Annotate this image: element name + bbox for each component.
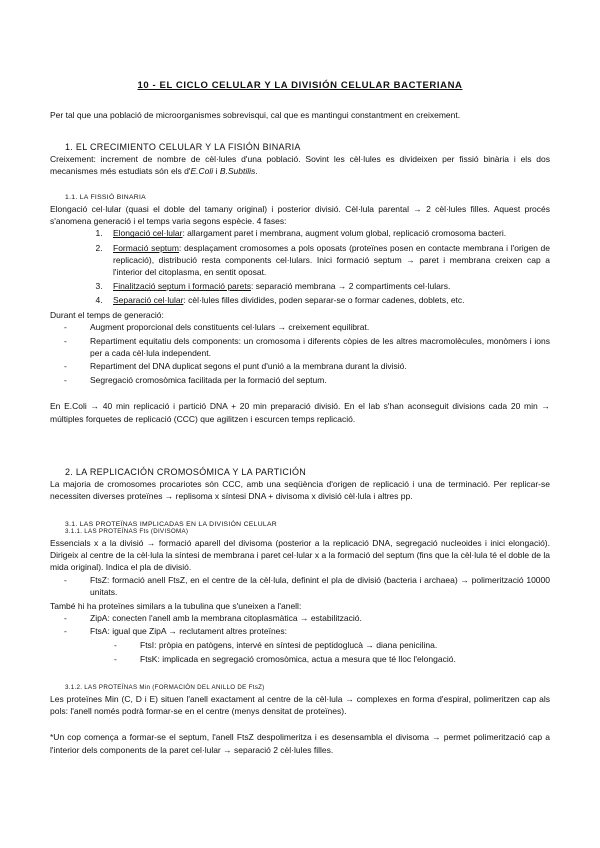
- list-item: 4. Separació cel·lular: cèl·lules filles dividides, poden separar-se o formar cadenes, doblets, etc.: [105, 294, 550, 306]
- section-1: [50, 142, 550, 177]
- document-title: 10 - EL CICLO CELULAR Y LA DIVISIÓN CELULAR BACTERIANA: [137, 80, 463, 91]
- section-3-1: [50, 521, 550, 667]
- section-2-heading: 2. LA REPLICACIÓN CROMOSÓMICA Y LA PARTICIÓN: [65, 467, 307, 477]
- section-1-paragraph: Creixement: increment de nombre de cèl·lules d'una població. Sovint les cèl·lules es divideixen per fissió binària i els dos mecanismes més estudiats són els d'E.Coli i B.Subtilis.: [50, 154, 550, 177]
- list-item: - ZipA: conecten l'anell amb la membrana citoplasmàtica → estabilització.: [50, 612, 550, 624]
- fission-phases-list: [50, 227, 550, 306]
- section-3-1-2-heading: 3.1.2. LAS PROTEÏNAS Min (FORMACIÓN DEL ANILLO DE FtsZ): [65, 684, 265, 691]
- section-3-1-heading: 3.1. LAS PROTEÏNAS IMPLICADAS EN LA DIVISIÓN CELULAR: [65, 521, 278, 528]
- ring-proteins-list: [50, 612, 550, 638]
- intro-paragraph: Per tal que una població de microorganismes sobrevisqui, cal que es mantingui constantment en creixement.: [50, 110, 461, 120]
- section-1-1-heading: 1.1. LA FISSIÓ BINARIA: [65, 194, 147, 201]
- generation-list: [50, 321, 550, 387]
- fission-paragraph: Elongació cel·lular (quasi el doble del tamany original) i posterior divisió. Cèl·lula parental → 2 cèl·lules filles. Aquest procés s'anomena generació i el temps varia segons espècie. 4 fases:: [50, 204, 550, 227]
- min-proteins-paragraph: Les proteïnes Min (C, D i E) situen l'anell exactament al centre de la cèl·lula → complexes en forma d'espiral, polimeritzen cap als pols: l'anell només podrà formar-se en el centre (menys densitat de proteïnes).: [50, 694, 550, 717]
- section-2-paragraph: La majoria de cromosomes procariotes són CCC, amb una seqüència d'origen de replicació i una de terminació. Per replicar-se necessiten diverses proteïnes → replisoma x síntesi DNA + divisoma x divisió cèl·lula i altres pp.: [50, 479, 550, 502]
- tubulin-label: També hi ha proteïnes similars a la tubulina que s'uneixen a l'anell:: [50, 600, 302, 611]
- organism-ecoli: E.Coli: [190, 166, 214, 177]
- list-item: 1. Elongació cel·lular: allargament paret i membrana, augment volum global, replicació cromosoma bacteri.: [105, 227, 550, 239]
- list-item: - Repartiment equitatiu dels components: un cromosoma i diferents còpies de les altres macromolècules, monòmers i ions per a cada cèl·lula independent.: [50, 335, 550, 359]
- list-item: - FtsK: implicada en segregació cromosòmica, actua a mesura que té lloc l'elongació.: [50, 653, 550, 665]
- section-1-1: [50, 194, 550, 425]
- section-2: [50, 467, 550, 502]
- section-3-1-2: [50, 684, 550, 756]
- ftsz-list: [50, 574, 550, 598]
- list-item: 3. Finalització septum i formació parets: separació membrana → 2 compartiments cel·lulars.: [105, 280, 550, 292]
- list-item: - FtsA: igual que ZipA → reclutament altres proteïnes:: [50, 625, 550, 637]
- list-item: 2. Formació septum: desplaçament cromosomes a pols oposats (proteïnes posen en contacte membrana i l'origen de replicació), distribució resta components cel·lulars. Inici formació septum → paret i membrana creixen cap a l'interior del citoplasma, en sentit oposat.: [105, 242, 550, 279]
- list-item: - Segregació cromosòmica facilitada per la formació del septum.: [50, 374, 550, 386]
- divisome-paragraph: Essencials x a la divisió → formació aparell del divisoma (posterior a la replicació DNA, segregació nucleoides i inici elongació). Dirigeix al centre de la cèl·lula la síntesi de membrana i paret cel·lular x a la formació del septum (fins que la cèl·lula té el doble de la mida original). Indica el pla de divisió.: [50, 538, 550, 573]
- septum-note-paragraph: *Un cop comença a formar-se el septum, l'anell FtsZ despolimeritza i es desensambla el divisoma → permet polimerització cap a l'interior dels components de la paret cel·lular → separació 2 cèl·lules filles.: [50, 732, 550, 755]
- section-1-heading: 1. EL CRECIMIENTO CELULAR Y LA FISIÓN BINARIA: [65, 142, 301, 152]
- fts-subproteins-list: [50, 639, 550, 665]
- list-item: - Augment proporcional dels constituents cel·lulars → creixement equilibrat.: [50, 321, 550, 333]
- ecoli-paragraph: En E.Coli → 40 min replicació i partició DNA + 20 min preparació divisió. En el lab s'han aconseguit divisions cada 20 min → múltiples forquetes de replicació (CCC) que agilitzen i escurcen temps replicació.: [50, 401, 550, 424]
- list-item: - FtsZ: formació anell FtsZ, en el centre de la cèl·lula, definint el pla de divisió (bacteria i archaea) → polimerització 10000 unitats.: [50, 574, 550, 598]
- list-item: - Repartiment del DNA duplicat segons el punt d'unió a la membrana durant la divisió.: [50, 360, 550, 372]
- section-3-1-1-heading: 3.1.1. LAS PROTEÏNAS Fts (DIVISOMA): [65, 528, 189, 535]
- organism-bsubtilis: B.Subtilis: [219, 166, 256, 177]
- generation-label: Durant el temps de generació:: [50, 309, 164, 320]
- list-item: - FtsI: pròpia en patògens, intervé en síntesi de peptidoglucà → diana penicilina.: [50, 639, 550, 651]
